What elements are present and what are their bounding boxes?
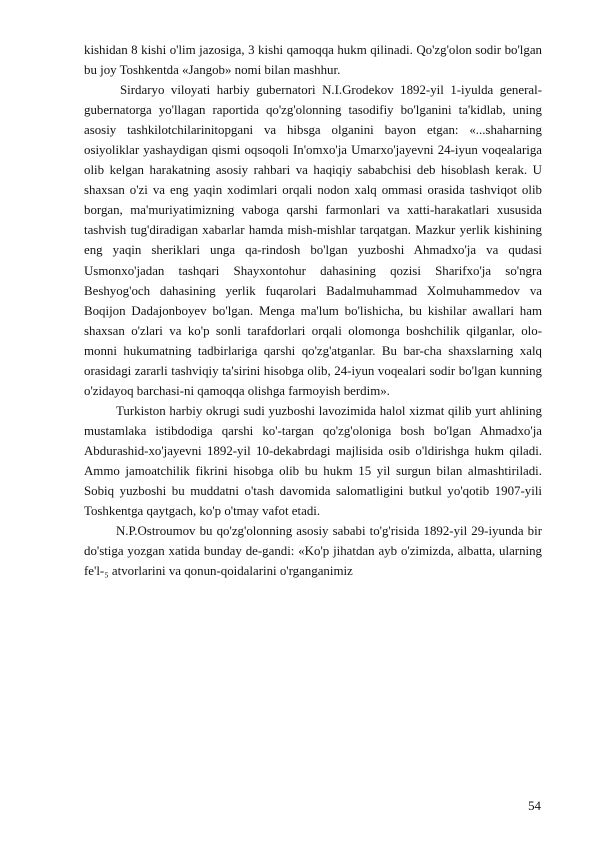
paragraph-grodekov-report: Sirdaryo viloyati harbiy gubernatori N.I.Grodekov 1892-yil 1-iyulda general-gubernatorga yo'llagan raportida qo'zg'olonning tasodifiy bo'lganini ta'kidlab, uning asosiy tashkilotchilarinitopgani va hibsga olganini bayon etgan: «...shaharning osiyoliklar yashaydigan qismi oqsoqoli In'omxo'ja Umarxo'jayevni 24-iyun voqealariga olib kelgan harakatning asosiy rahbari va haqiqiy sababchisi deb hisoblash kerak. U shaxsan o'zi va eng yaqin xodimlari orqali nodon xalq ommasi orasida tashviqot olib borgan, ma'muriyatimizning vaboga qarshi farmonlari va xatti-harakatlari xususida tashvish tug'diradigan xabarlar hamda mish-mishlar tarqatgan. Mazkur yerlik kishining eng yaqin sheriklari unga qa-rindosh bo'lgan yuzboshi Ahmadxo'ja va qudasi Usmonxo'jadan tashqari Shayxontohur dahasining qozisi Sharifxo'ja so'ngra Beshyog'och dahasining yerlik fuqarolari Badalmuhammad Xolmuhammedov va Boqijon Dadajonboyev bo'lgan. Menga ma'lum bo'lishicha, bu kishilar awallari ham shaxsan o'zlari va ko'p sonli tarafdorlari orqali olomonga boshchilik qilganlar, olo-monni hukumatning tadbirlariga qarshi qo'zg'atganlar. Bu bar-cha shaxslarning xalq orasidagi zararli tashviqiy ta'sirini hisobga olib, 24-iyun voqealari sodir bo'lgan kunning o'zidayoq barchasi-ni qamoqqa olishga farmoyish berdim». [84, 83, 542, 398]
paragraph-court-verdict: Turkiston harbiy okrugi sudi yuzboshi lavozimida halol xizmat qilib yurt ahlining mustamlaka istibdodiga qarshi ko'-targan qo'zg'oloniga bosh bo'lgan Ahmadxo'ja Abdurashid-xo'jayevni 1892-yil 10-dekabrdagi majlisida osib o'ldirishga hukm qiladi. Ammo jamoatchilik fikrini hisobga olib bu hukm 15 yil surgun bilan almashtiriladi. Sobiq yuzboshi bu muddatni o'tash davomida salomatligini butkul yo'qotib 1907-yili Toshkentga qaytgach, ko'p o'tmay vafot etadi. [84, 403, 542, 519]
paragraph-ostroumov-letter: N.P.Ostroumov bu qo'zg'olonning asosiy sababi to'g'risida 1892-yil 29-iyunda bir do'stiga yozgan xatida bunday de-gandi: «Ko'p jihatdan ayb o'zimizda, albatta, ularning fe'l-₅ atvorlarini va qonun-qoidalarini o'rganganimiz [84, 524, 542, 579]
document-body [84, 40, 542, 581]
page-number: 54 [528, 799, 541, 813]
paragraph-continuation: kishidan 8 kishi o'lim jazosiga, 3 kishi qamoqqa hukm qilinadi. Qo'zg'olon sodir bo'lgan bu joy Toshkentda «Jangob» nomi bilan mashhur. [84, 43, 542, 78]
